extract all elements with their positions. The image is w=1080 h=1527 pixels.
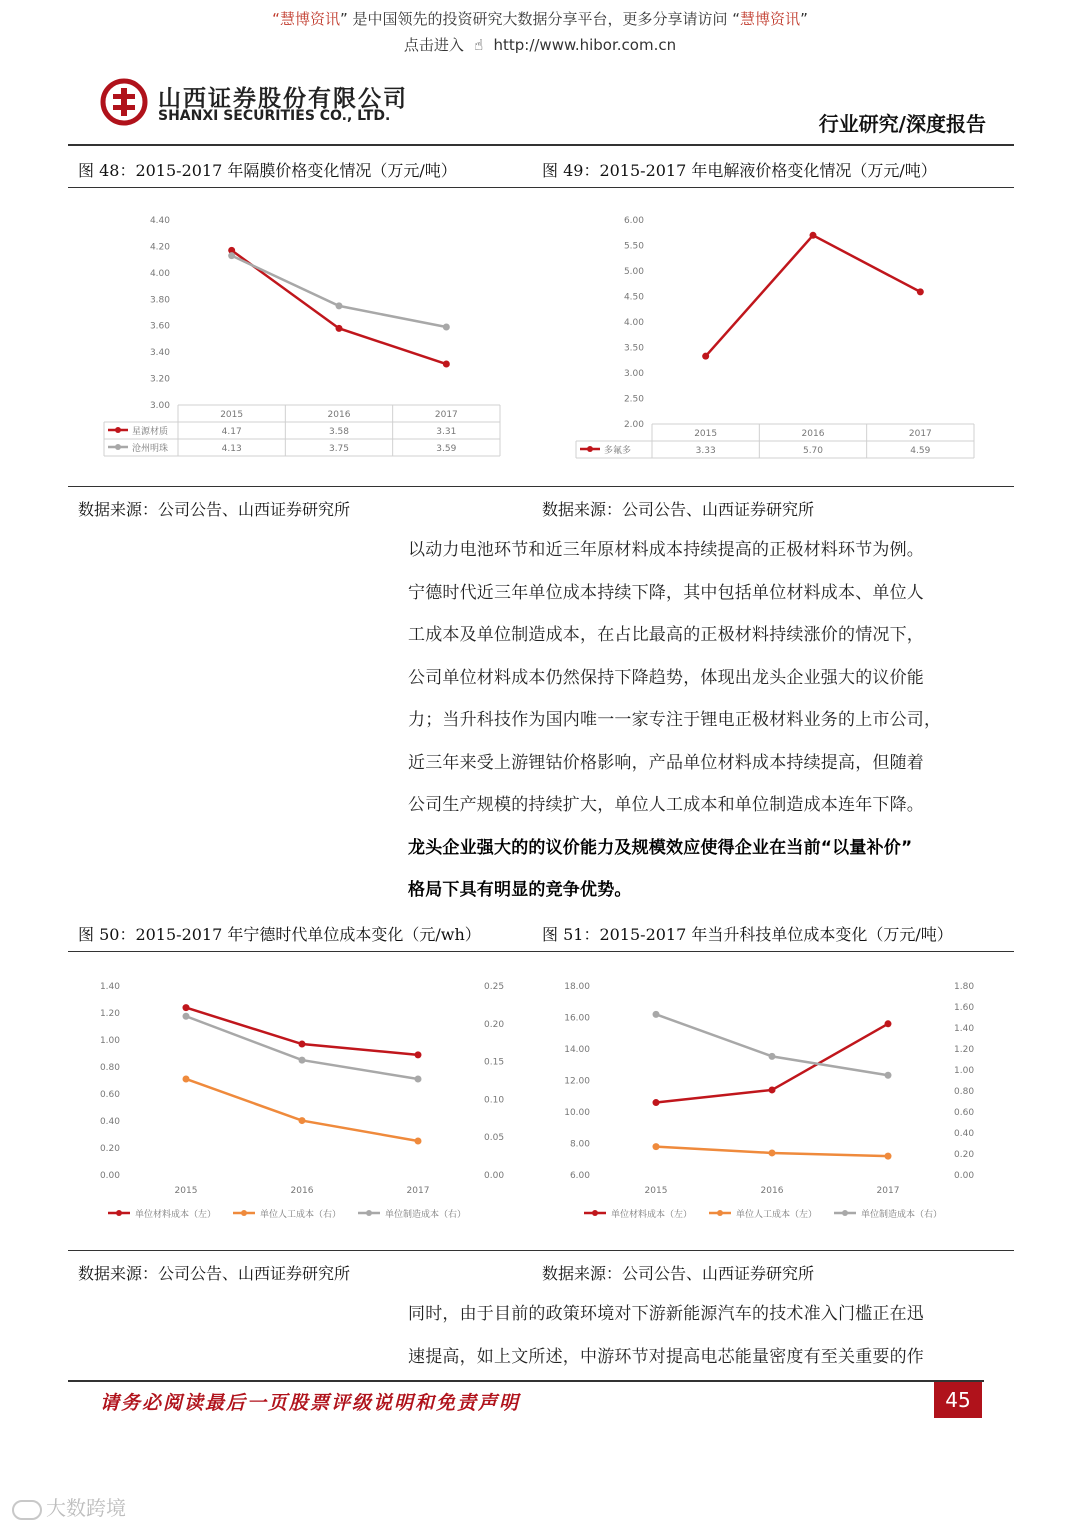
y-right-tick-label: 0.20 xyxy=(954,1150,975,1160)
paragraph-line: 近三年来受上游锂钴价格影响，产品单位材料成本持续提高，但随着 xyxy=(408,752,924,773)
y-right-tick-label: 1.80 xyxy=(954,982,975,992)
y-tick-label: 3.40 xyxy=(149,348,170,359)
data-point xyxy=(917,288,924,295)
legend-label: 单位人工成本（左） xyxy=(736,1210,818,1220)
figure-48-title: 图 48：2015-2017 年隔膜价格变化情况（万元/吨） xyxy=(78,161,457,180)
footer-disclaimer: 请务必阅读最后一页股票评级说明和免责声明 xyxy=(100,1392,521,1414)
y-right-tick-label: 0.05 xyxy=(484,1133,505,1144)
x-tick-label: 2017 xyxy=(406,1186,430,1196)
y-right-tick-label: 0.00 xyxy=(954,1171,975,1181)
company-name-en: SHANXI SECURITIES CO., LTD. xyxy=(158,108,391,124)
y-tick-label: 5.00 xyxy=(623,267,644,277)
legend-marker xyxy=(115,444,121,450)
watermark-text: 大数跨境 xyxy=(46,1496,126,1520)
legend-label: 多氟多 xyxy=(604,446,632,456)
data-point xyxy=(702,353,709,360)
body-paragraph-1 xyxy=(408,529,988,912)
source-fig50: 数据来源：公司公告、山西证券研究所 xyxy=(78,1264,351,1283)
y-tick-label: 3.60 xyxy=(149,321,170,332)
paragraph-line: 以动力电池环节和近三年原材料成本持续提高的正极材料环节为例。 xyxy=(408,540,924,560)
data-label: 3.31 xyxy=(436,427,457,437)
y-left-tick-label: 8.00 xyxy=(569,1139,590,1150)
paragraph-line: 力；当升科技作为国内唯一一家专注于锂电正极材料业务的上市公司， xyxy=(408,710,942,730)
data-point xyxy=(443,324,450,331)
y-tick-label: 4.20 xyxy=(149,242,170,253)
y-tick-label: 3.20 xyxy=(149,374,170,385)
source-fig49: 数据来源：公司公告、山西证券研究所 xyxy=(542,500,815,519)
y-tick-label: 2.00 xyxy=(623,420,644,430)
series-line xyxy=(232,256,447,327)
y-left-tick-label: 0.20 xyxy=(99,1144,120,1154)
promo-enter-label: 点击进入 xyxy=(403,36,464,54)
x-tick-label: 2017 xyxy=(434,410,458,420)
y-tick-label: 3.50 xyxy=(623,343,644,354)
x-tick-label: 2015 xyxy=(694,429,718,439)
data-point xyxy=(653,1143,660,1150)
legend-marker xyxy=(587,446,593,452)
series-line xyxy=(186,1008,418,1055)
x-tick-label: 2016 xyxy=(290,1186,314,1196)
data-point xyxy=(299,1041,306,1048)
data-point xyxy=(183,1075,190,1082)
x-tick-label: 2016 xyxy=(801,429,825,439)
data-point xyxy=(415,1051,422,1058)
y-left-tick-label: 0.80 xyxy=(99,1063,120,1073)
legend-marker xyxy=(115,427,121,433)
legend-marker xyxy=(241,1210,247,1216)
chart-fig51 xyxy=(540,970,990,1230)
figure-50-title: 图 50：2015-2017 年宁德时代单位成本变化（元/wh） xyxy=(78,925,481,944)
data-point xyxy=(415,1137,422,1144)
data-point xyxy=(769,1086,776,1093)
legend-label: 单位材料成本（左） xyxy=(135,1210,217,1220)
legend-label: 单位制造成本（右） xyxy=(385,1210,467,1220)
paragraph-line: 工成本及单位制造成本，在占比最高的正极材料持续涨价的情况下， xyxy=(408,625,924,645)
y-left-tick-label: 1.20 xyxy=(99,1009,120,1019)
promo-banner-line1 xyxy=(0,8,1080,29)
y-right-tick-label: 0.20 xyxy=(484,1019,505,1030)
legend-marker xyxy=(116,1210,122,1216)
chart-fig50 xyxy=(68,970,518,1230)
promo-brand-2: 慧博资讯 xyxy=(740,10,801,28)
x-tick-label: 2015 xyxy=(220,410,244,420)
watermark-logo-icon xyxy=(12,1500,42,1520)
data-point xyxy=(183,1013,190,1020)
y-right-tick-label: 1.20 xyxy=(954,1045,975,1055)
y-left-tick-label: 0.00 xyxy=(99,1171,120,1181)
legend-label: 星源材质 xyxy=(132,427,169,437)
data-point xyxy=(653,1011,660,1018)
y-tick-label: 3.00 xyxy=(149,401,170,411)
data-point xyxy=(299,1117,306,1124)
y-right-tick-label: 1.00 xyxy=(954,1066,975,1076)
y-right-tick-label: 0.15 xyxy=(484,1057,505,1068)
paragraph-line: 同时，由于目前的政策环境对下游新能源汽车的技术准入门槛正在迅 xyxy=(408,1304,924,1324)
data-label: 4.59 xyxy=(910,446,931,456)
paragraph-line: 公司生产规模的持续扩大，单位人工成本和单位制造成本连年下降。 xyxy=(408,795,924,815)
bold-conclusion-line: 龙头企业强大的的议价能力及规模效应使得企业在当前“以量补价” xyxy=(408,837,913,858)
pointer-hand-icon: ☝ xyxy=(474,36,484,54)
figure-row-1-top-rule xyxy=(68,187,1014,188)
y-tick-label: 4.00 xyxy=(623,318,644,328)
y-right-tick-label: 0.80 xyxy=(954,1087,975,1097)
y-tick-label: 4.40 xyxy=(149,216,170,226)
legend-label: 单位材料成本（左） xyxy=(611,1210,693,1220)
data-label: 4.13 xyxy=(221,444,242,454)
paragraph-line: 速提高，如上文所述，中游环节对提高电芯能量密度有至关重要的作 xyxy=(408,1346,924,1367)
x-tick-label: 2015 xyxy=(174,1186,198,1196)
y-left-tick-label: 14.00 xyxy=(564,1045,590,1055)
y-left-tick-label: 10.00 xyxy=(564,1108,590,1118)
bold-conclusion-line: 格局下具有明显的竞争优势。 xyxy=(408,880,632,900)
header-divider xyxy=(68,144,1014,146)
y-left-tick-label: 18.00 xyxy=(564,982,590,992)
data-point xyxy=(228,252,235,259)
series-line xyxy=(186,1079,418,1141)
promo-quote-open: “ xyxy=(272,10,280,28)
company-logo-icon xyxy=(100,78,148,126)
y-tick-label: 3.80 xyxy=(149,295,170,306)
data-label: 3.59 xyxy=(436,444,457,454)
figure-row-2-top-rule xyxy=(68,951,1014,952)
figure-row-2-bottom-rule xyxy=(68,1250,1014,1251)
data-point xyxy=(769,1053,776,1060)
figure-49-title: 图 49：2015-2017 年电解液价格变化情况（万元/吨） xyxy=(542,161,937,180)
y-tick-label: 3.00 xyxy=(623,369,644,379)
watermark xyxy=(12,1492,126,1521)
data-point xyxy=(810,232,817,239)
report-type: 行业研究/深度报告 xyxy=(818,112,986,136)
data-point xyxy=(769,1149,776,1156)
footer-divider xyxy=(68,1380,984,1382)
promo-quote-close: ” xyxy=(800,10,808,28)
legend-marker xyxy=(717,1210,723,1216)
y-tick-label: 5.50 xyxy=(623,241,644,252)
series-line xyxy=(186,1016,418,1079)
y-tick-label: 4.00 xyxy=(149,268,170,279)
y-left-tick-label: 6.00 xyxy=(569,1171,590,1181)
y-left-tick-label: 0.60 xyxy=(99,1090,120,1100)
data-point xyxy=(299,1057,306,1064)
y-right-tick-label: 1.60 xyxy=(954,1003,975,1013)
y-right-tick-label: 0.00 xyxy=(484,1171,505,1181)
y-left-tick-label: 0.40 xyxy=(99,1117,120,1127)
figure-row-1-bottom-rule xyxy=(68,486,1014,487)
data-point xyxy=(885,1020,892,1027)
y-right-tick-label: 0.25 xyxy=(484,982,505,992)
legend-marker xyxy=(842,1210,848,1216)
data-label: 4.17 xyxy=(221,427,242,437)
data-label: 5.70 xyxy=(802,446,824,456)
data-point xyxy=(336,302,343,309)
y-right-tick-label: 0.10 xyxy=(484,1095,505,1106)
data-point xyxy=(415,1075,422,1082)
chart-fig49 xyxy=(540,195,990,470)
data-point xyxy=(653,1099,660,1106)
x-tick-label: 2015 xyxy=(644,1186,668,1196)
data-point xyxy=(183,1004,190,1011)
legend-marker xyxy=(592,1210,598,1216)
company-name-cn: 山西证券股份有限公司 xyxy=(158,86,408,112)
data-label: 3.58 xyxy=(328,427,350,437)
legend-label: 沧州明珠 xyxy=(132,444,169,454)
body-paragraph-2 xyxy=(408,1293,988,1378)
data-point xyxy=(885,1072,892,1079)
y-right-tick-label: 0.40 xyxy=(954,1129,975,1139)
y-left-tick-label: 12.00 xyxy=(564,1076,590,1087)
x-tick-label: 2017 xyxy=(876,1186,900,1196)
promo-text: ” 是中国领先的投资研究大数据分享平台，更多分享请访问 “ xyxy=(339,10,741,28)
y-left-tick-label: 1.00 xyxy=(99,1036,120,1046)
series-line xyxy=(706,235,921,356)
paragraph-line: 公司单位材料成本仍然保持下降趋势，体现出龙头企业强大的议价能 xyxy=(408,667,924,688)
data-point xyxy=(885,1153,892,1160)
page-number: 45 xyxy=(934,1382,982,1418)
data-label: 3.33 xyxy=(695,446,716,456)
y-tick-label: 2.50 xyxy=(623,394,644,405)
promo-url-link[interactable]: http://www.hibor.com.cn xyxy=(493,36,677,54)
y-tick-label: 6.00 xyxy=(623,216,644,226)
source-fig48: 数据来源：公司公告、山西证券研究所 xyxy=(78,500,351,519)
y-tick-label: 4.50 xyxy=(623,292,644,303)
x-tick-label: 2017 xyxy=(908,429,932,439)
data-point xyxy=(336,325,343,332)
promo-brand: 慧博资讯 xyxy=(279,10,340,28)
legend-marker xyxy=(366,1210,372,1216)
y-right-tick-label: 1.40 xyxy=(954,1024,975,1034)
legend-label: 单位制造成本（右） xyxy=(861,1210,943,1220)
legend-label: 单位人工成本（右） xyxy=(260,1210,342,1220)
data-label: 3.75 xyxy=(328,444,350,454)
data-point xyxy=(443,361,450,368)
x-tick-label: 2016 xyxy=(760,1186,784,1196)
y-left-tick-label: 1.40 xyxy=(99,982,120,992)
figure-51-title: 图 51：2015-2017 年当升科技单位成本变化（万元/吨） xyxy=(542,925,953,944)
y-right-tick-label: 0.60 xyxy=(954,1108,975,1118)
paragraph-line: 宁德时代近三年单位成本持续下降，其中包括单位材料成本、单位人 xyxy=(408,582,924,603)
source-fig51: 数据来源：公司公告、山西证券研究所 xyxy=(542,1264,815,1283)
x-tick-label: 2016 xyxy=(327,410,351,420)
promo-banner-line2[interactable] xyxy=(0,34,1080,55)
y-left-tick-label: 16.00 xyxy=(564,1013,590,1024)
chart-fig48 xyxy=(68,195,518,470)
